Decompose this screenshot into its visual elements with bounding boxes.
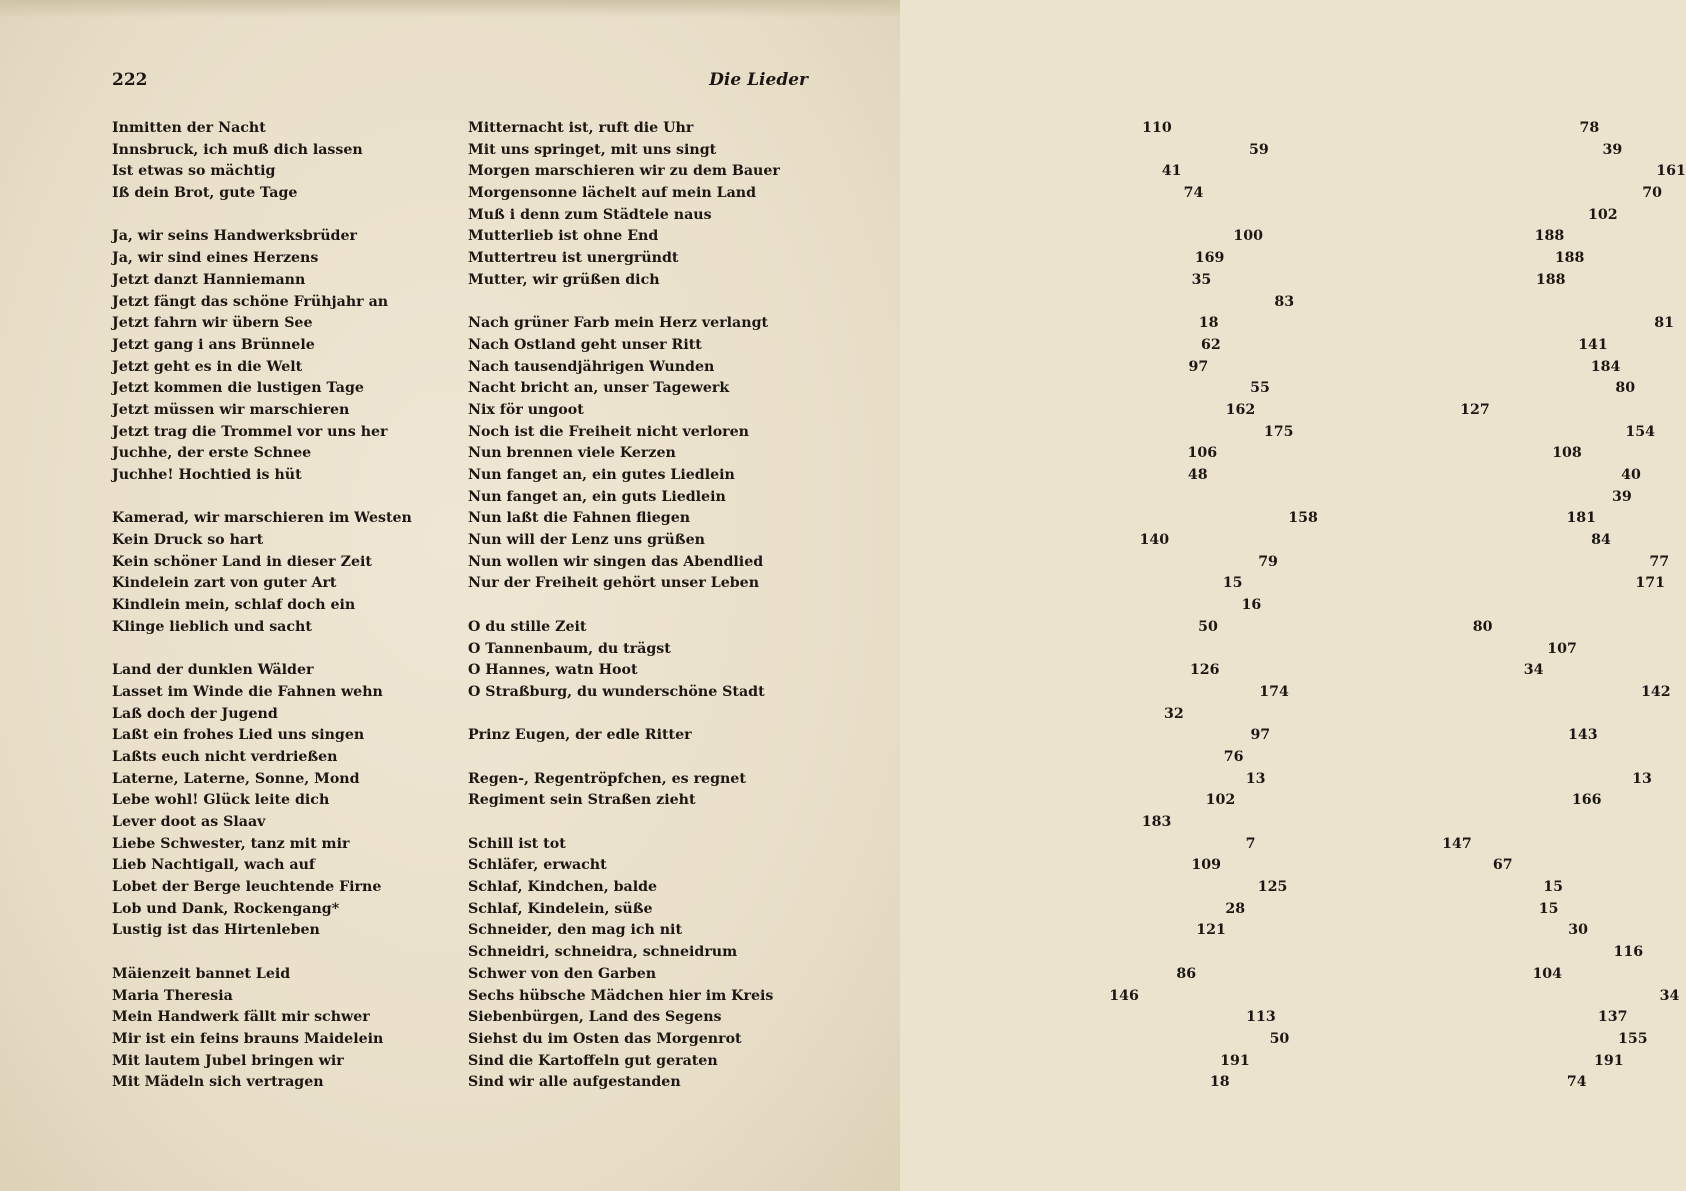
song-title: Jetzt danzt Hanniemann — [112, 271, 306, 288]
song-page-number: 34 — [1523, 662, 1544, 679]
song-title: Muß i denn zum Städtele naus — [468, 206, 712, 223]
song-title: O Hannes, watn Hoot — [468, 662, 638, 679]
song-page-number: 35 — [1191, 271, 1212, 288]
song-page-number: 140 — [1139, 532, 1170, 549]
group-spacer — [468, 747, 788, 769]
song-page-number: 79 — [1258, 553, 1278, 570]
song-page-number: 83 — [1274, 293, 1295, 310]
song-title: Jetzt geht es in die Welt — [112, 358, 303, 375]
song-title: Nach Ostland geht unser Ritt — [468, 336, 702, 353]
song-page-number: 175 — [1263, 423, 1294, 440]
song-title: Juchhe! Hochtied is hüt — [112, 467, 302, 483]
song-title: Muttertreu ist unergründt — [468, 250, 679, 267]
song-page-number: 13 — [1245, 770, 1266, 787]
song-page-number: 113 — [1246, 1009, 1276, 1026]
song-title: Mitternacht ist, ruft die Uhr — [468, 120, 694, 136]
song-page-number: 146 — [1109, 987, 1139, 1004]
page-number: 222 — [112, 70, 148, 90]
song-page-number: 162 — [1225, 401, 1256, 418]
song-page-number: 188 — [1534, 228, 1565, 245]
group-spacer — [112, 205, 430, 227]
song-page-number: 147 — [1442, 835, 1472, 852]
song-page-number: 125 — [1257, 879, 1288, 896]
song-title: Sechs hübsche Mädchen hier im Kreis — [468, 987, 774, 1004]
song-page-number: 110 — [1142, 120, 1172, 136]
song-page-number: 18 — [1198, 315, 1219, 332]
index-entry — [468, 639, 1577, 661]
song-title: Regen-, Regentröpfchen, es regnet — [468, 770, 746, 787]
song-title: Nach tausendjährigen Wunden — [468, 358, 715, 375]
song-title: Lustig ist das Hirtenleben — [112, 922, 320, 939]
song-page-number: 18 — [1209, 1074, 1230, 1091]
group-spacer — [112, 639, 430, 661]
song-title: Sind die Kartoffeln gut geraten — [468, 1052, 718, 1069]
song-page-number: 181 — [1566, 510, 1597, 527]
song-page-number: 126 — [1189, 662, 1220, 679]
song-page-number: 50 — [1198, 618, 1218, 635]
song-title: Kein schöner Land in dieser Zeit — [112, 553, 372, 570]
song-page-number: 34 — [1659, 987, 1680, 1004]
song-page-number: 100 — [1233, 228, 1263, 245]
song-page-number: 39 — [1602, 141, 1623, 158]
song-title: Schwer von den Garben — [468, 965, 657, 982]
song-title: O Straßburg, du wunderschöne Stadt — [468, 683, 765, 700]
group-spacer — [112, 942, 430, 964]
song-page-number: 15 — [1543, 879, 1564, 896]
song-page-number: 39 — [1612, 488, 1632, 505]
song-title: Schill ist tot — [468, 835, 566, 852]
song-page-number: 7 — [1245, 835, 1256, 852]
song-title: Lebe wohl! Glück leite dich — [112, 792, 330, 809]
song-page-number: 169 — [1194, 250, 1225, 267]
song-page-number: 84 — [1591, 532, 1611, 549]
song-title: Laßts euch nicht verdrießen — [112, 748, 338, 765]
song-title: Laß doch der Jugend — [112, 705, 278, 722]
index-entry — [468, 769, 1652, 791]
song-title: Mir ist ein feins brauns Maidelein — [112, 1030, 384, 1047]
index-entry — [468, 205, 1618, 227]
song-page-number: 74 — [1566, 1074, 1587, 1091]
song-title: Klinge lieblich und sacht — [112, 618, 312, 635]
song-page-number: 116 — [1613, 944, 1644, 961]
song-title: Regiment sein Straßen zieht — [468, 792, 696, 809]
song-page-number: 191 — [1594, 1052, 1624, 1069]
song-page-number: 55 — [1250, 380, 1270, 397]
song-page-number: 107 — [1547, 640, 1577, 657]
index-entry — [468, 1051, 1624, 1073]
song-page-number: 102 — [1205, 792, 1236, 809]
song-title: Jetzt trag die Trommel vor uns her — [112, 423, 388, 440]
song-page-number: 76 — [1223, 748, 1244, 765]
song-page-number: 143 — [1567, 727, 1598, 744]
song-page-number: 28 — [1225, 900, 1246, 917]
song-title: Mit uns springet, mit uns singt — [468, 141, 717, 158]
group-spacer — [468, 812, 788, 834]
song-title: Nun will der Lenz uns grüßen — [468, 532, 705, 549]
song-title: Kindlein mein, schlaf doch ein — [112, 597, 356, 614]
song-title: Schneider, den mag ich nit — [468, 922, 683, 939]
song-title: Nun wollen wir singen das Abendlied — [468, 553, 764, 570]
running-title: Die Lieder — [709, 70, 808, 90]
song-page-number: 86 — [1176, 965, 1197, 982]
song-page-number: 78 — [1579, 120, 1600, 136]
song-page-number: 108 — [1552, 445, 1582, 462]
song-title: Mäienzeit bannet Leid — [112, 965, 291, 982]
song-title: O Tannenbaum, du trägst — [468, 640, 671, 657]
song-title: Ist etwas so mächtig — [112, 163, 276, 180]
song-title: Nun fanget an, ein guts Liedlein — [468, 488, 726, 505]
song-page-number: 188 — [1554, 250, 1585, 267]
index-entry — [112, 812, 1172, 834]
page-top-edge — [0, 0, 900, 18]
song-page-number: 158 — [1288, 510, 1318, 527]
index-entry — [468, 487, 1632, 509]
song-page-number: 74 — [1183, 185, 1204, 202]
song-title: Nach grüner Farb mein Herz verlangt — [468, 315, 769, 332]
song-title: Maria Theresia — [112, 987, 233, 1004]
song-page-number: 50 — [1269, 1030, 1290, 1047]
group-spacer — [468, 704, 788, 726]
song-title: Juchhe, der erste Schnee — [112, 445, 312, 462]
song-title: Land der dunklen Wälder — [112, 662, 314, 679]
song-page-number: 121 — [1196, 922, 1226, 939]
song-title: Nix för ungoot — [468, 401, 584, 418]
index-entry — [468, 942, 1644, 964]
song-page-number: 97 — [1188, 358, 1209, 375]
song-title: Lob und Dank, Rockengang* — [112, 900, 340, 917]
song-title: Noch ist die Freiheit nicht verloren — [468, 423, 749, 440]
song-page-number: 137 — [1597, 1009, 1628, 1026]
song-title: Lobet der Berge leuchtende Firne — [112, 879, 382, 896]
song-page-number: 109 — [1191, 857, 1221, 874]
song-title: Ja, wir seins Handwerksbrüder — [112, 228, 357, 245]
index-entry — [112, 704, 1184, 726]
song-page-number: 13 — [1632, 770, 1652, 787]
song-page-number: 155 — [1617, 1030, 1648, 1047]
song-page-number: 154 — [1625, 423, 1655, 440]
song-title: Laßt ein frohes Lied uns singen — [112, 727, 365, 744]
song-title: O du stille Zeit — [468, 618, 587, 635]
song-page-number: 59 — [1249, 141, 1269, 158]
song-page-number: 41 — [1161, 163, 1182, 180]
song-page-number: 97 — [1250, 727, 1271, 744]
song-title: Iß dein Brot, gute Tage — [112, 185, 298, 202]
song-page-number: 40 — [1621, 467, 1641, 483]
song-title: Kindelein zart von guter Art — [112, 575, 337, 592]
song-title: Nur der Freiheit gehört unser Leben — [468, 575, 760, 592]
song-page-number: 80 — [1472, 618, 1493, 635]
song-title: Liebe Schwester, tanz mit mir — [112, 835, 350, 852]
song-title: Jetzt müssen wir marschieren — [112, 401, 350, 418]
song-page-number: 141 — [1578, 336, 1608, 353]
song-title: Laterne, Laterne, Sonne, Mond — [112, 770, 360, 787]
song-title: Siehst du im Osten das Morgenrot — [468, 1030, 742, 1047]
song-page-number: 184 — [1590, 358, 1621, 375]
song-title: Inmitten der Nacht — [112, 120, 266, 136]
song-title: Schneidri, schneidra, schneidrum — [468, 944, 738, 961]
song-title: Mit lautem Jubel bringen wir — [112, 1052, 344, 1069]
song-title: Sind wir alle aufgestanden — [468, 1074, 681, 1091]
song-page-number: 67 — [1492, 857, 1513, 874]
song-title: Jetzt fahrn wir übern See — [112, 315, 313, 332]
song-page-number: 15 — [1538, 900, 1559, 917]
song-page-number: 48 — [1187, 467, 1208, 483]
song-title: Lasset im Winde die Fahnen wehn — [112, 683, 383, 700]
song-page-number: 16 — [1241, 597, 1262, 614]
song-title: Jetzt fängt das schöne Frühjahr an — [112, 293, 389, 310]
song-page-number: 70 — [1642, 185, 1663, 202]
song-title: Siebenbürgen, Land des Segens — [468, 1009, 722, 1026]
song-page-number: 80 — [1615, 380, 1636, 397]
song-title: Jetzt kommen die lustigen Tage — [112, 380, 364, 397]
song-title: Nun laßt die Fahnen fliegen — [468, 510, 691, 527]
song-title: Mit Mädeln sich vertragen — [112, 1074, 324, 1091]
song-page-number: 30 — [1568, 922, 1589, 939]
song-title: Prinz Eugen, der edle Ritter — [468, 727, 692, 744]
song-title: Innsbruck, ich muß dich lassen — [112, 141, 363, 158]
song-page-number: 62 — [1201, 336, 1221, 353]
song-page-number: 161 — [1656, 163, 1686, 180]
song-page-number: 188 — [1535, 271, 1566, 288]
group-spacer — [468, 292, 788, 314]
index-entry — [112, 747, 1244, 769]
index-entry — [112, 292, 1295, 314]
song-title: Nacht bricht an, unser Tagewerk — [468, 380, 730, 397]
page-header — [112, 70, 808, 96]
song-page-number: 171 — [1635, 575, 1666, 592]
group-spacer — [468, 595, 788, 617]
song-page-number: 106 — [1187, 445, 1218, 462]
song-title: Jetzt gang i ans Brünnele — [112, 336, 315, 353]
song-title: Mein Handwerk fällt mir schwer — [112, 1009, 370, 1026]
index-entry — [112, 595, 1262, 617]
song-title: Mutter, wir grüßen dich — [468, 271, 660, 288]
song-page-number: 183 — [1141, 814, 1172, 830]
song-title: Nun fanget an, ein gutes Liedlein — [468, 467, 735, 483]
song-page-number: 32 — [1163, 705, 1184, 722]
song-title: Morgensonne lächelt auf mein Land — [468, 185, 757, 202]
song-title: Schlaf, Kindelein, süße — [468, 900, 653, 917]
index-entry — [468, 834, 1472, 856]
song-title: Kamerad, wir marschieren im Westen — [112, 510, 412, 527]
song-title: Ja, wir sind eines Herzens — [112, 250, 319, 267]
group-spacer — [112, 487, 430, 509]
song-page-number: 191 — [1220, 1052, 1250, 1069]
song-title: Schlaf, Kindchen, balde — [468, 879, 658, 896]
song-title: Nun brennen viele Kerzen — [468, 445, 676, 462]
song-title: Lieb Nachtigall, wach auf — [112, 857, 315, 874]
song-page-number: 102 — [1587, 206, 1618, 223]
song-page-number: 15 — [1222, 575, 1243, 592]
song-title: Schläfer, erwacht — [468, 857, 607, 874]
song-title: Lever doot as Slaav — [112, 814, 266, 830]
song-page-number: 166 — [1571, 792, 1602, 809]
song-page-number: 174 — [1259, 683, 1289, 700]
song-page-number: 81 — [1654, 315, 1675, 332]
song-title: Morgen marschieren wir zu dem Bauer — [468, 163, 780, 180]
song-page-number: 77 — [1649, 553, 1670, 570]
song-page-number: 104 — [1532, 965, 1563, 982]
song-page-number: 142 — [1641, 683, 1671, 700]
song-title: Mutterlieb ist ohne End — [468, 228, 659, 245]
song-title: Kein Druck so hart — [112, 532, 264, 549]
song-page-number: 127 — [1460, 401, 1490, 418]
